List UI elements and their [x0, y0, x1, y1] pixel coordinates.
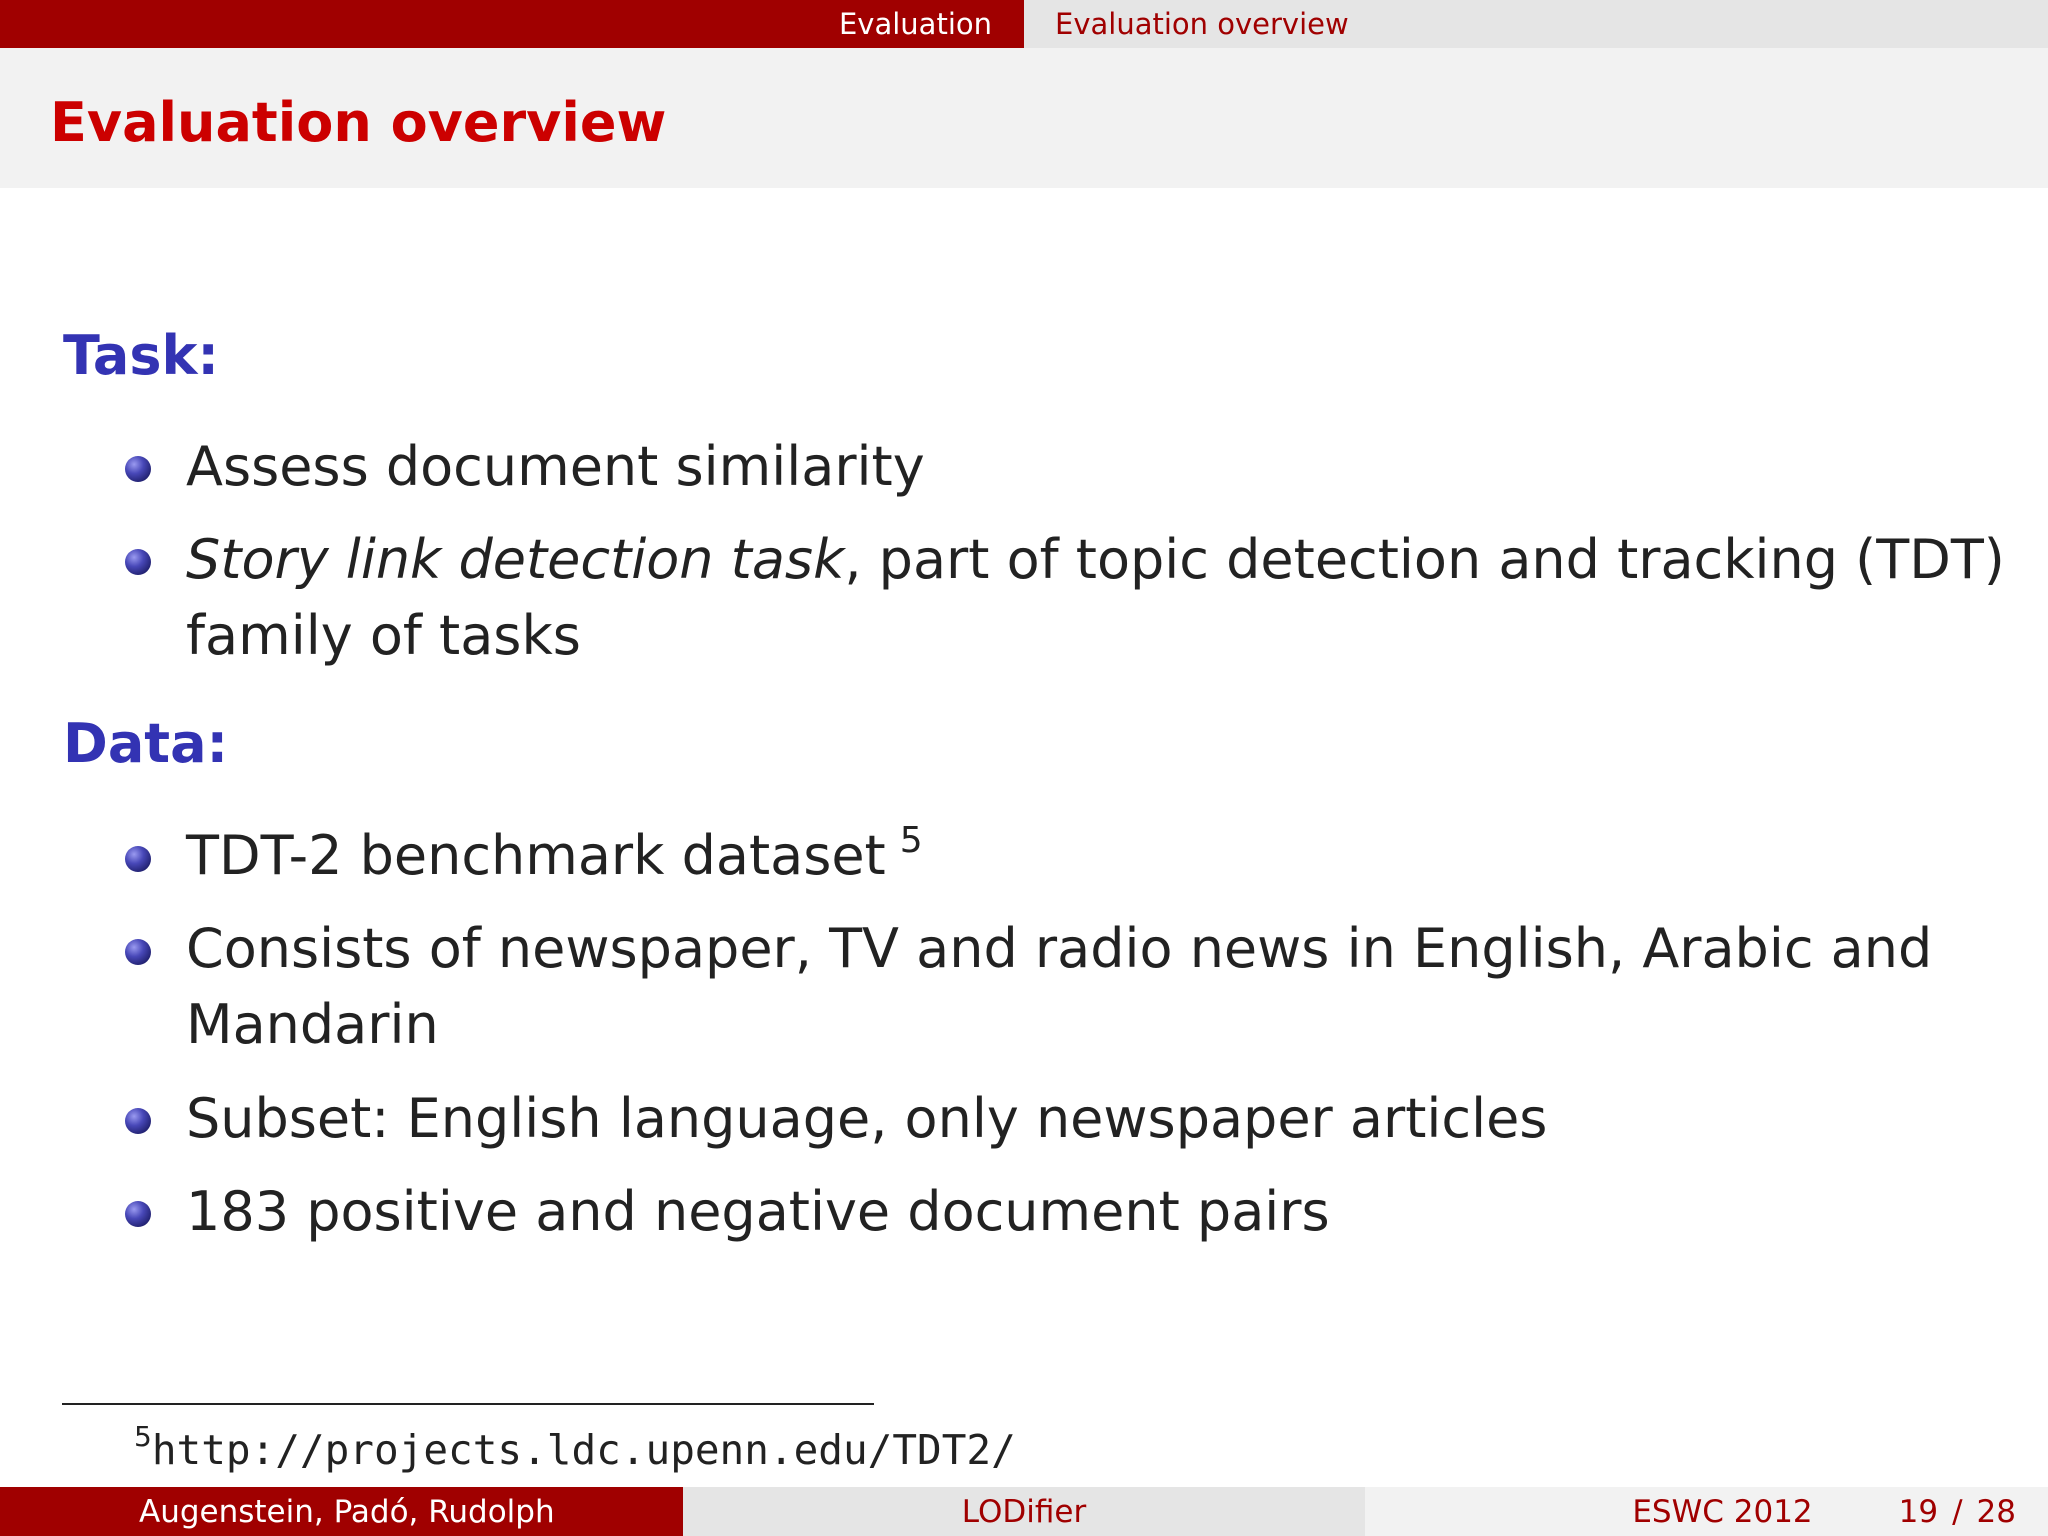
nav-subsection-link[interactable]: Evaluation overview	[1055, 7, 1349, 41]
footnote-url-link[interactable]: http://projects.ldc.upenn.edu/TDT2/	[151, 1426, 1016, 1474]
data-heading: Data:	[63, 712, 229, 775]
frame-title-bar	[0, 48, 2048, 188]
data-item-3: Subset: English language, only newspaper articles	[186, 1087, 1548, 1150]
page-number-total: 28	[1976, 1493, 2016, 1530]
task-item-1: Assess document similarity	[186, 435, 925, 498]
top-navigation-bar	[0, 0, 2048, 48]
page-number-separator: /	[1952, 1493, 1963, 1530]
data-item-4: 183 positive and negative document pairs	[186, 1180, 1330, 1243]
bullet-icon	[125, 939, 151, 965]
nav-section-panel	[0, 0, 1024, 48]
nav-section-link[interactable]: Evaluation	[838, 7, 992, 41]
data-item-1	[186, 818, 2006, 894]
data-item-1-text: TDT-2 benchmark dataset	[186, 824, 886, 887]
bullet-icon	[125, 549, 151, 575]
footer-authors[interactable]: Augenstein, Padó, Rudolph	[139, 1493, 555, 1530]
footer-bar	[0, 1487, 2048, 1536]
task-item-2	[186, 522, 2006, 674]
page-number-current: 19	[1898, 1493, 1939, 1530]
footer-authors-panel	[0, 1487, 683, 1536]
task-item-2-emphasis: Story link detection task	[186, 528, 845, 591]
footnote-mark[interactable]: 5	[899, 820, 923, 861]
footnote-number: 5	[134, 1420, 152, 1453]
bullet-icon	[125, 1201, 151, 1227]
footer-info-panel	[1365, 1487, 2048, 1536]
task-heading: Task:	[63, 324, 219, 387]
task-item-2-rest: , part of topic detection and tracking (TDT) family of tasks	[186, 528, 2005, 667]
footer-title-panel	[683, 1487, 1365, 1536]
data-item-2: Consists of newspaper, TV and radio news in English, Arabic and Mandarin	[186, 917, 1933, 1056]
bullet-icon	[125, 456, 151, 482]
footnote-rule	[62, 1403, 874, 1405]
nav-subsection-panel	[1024, 0, 2048, 48]
page-title: Evaluation overview	[50, 91, 667, 154]
footnote	[134, 1418, 1016, 1482]
footer-conference[interactable]: ESWC 2012	[1632, 1493, 1813, 1530]
bullet-icon	[125, 1108, 151, 1134]
footer-title[interactable]: LODifier	[961, 1493, 1087, 1530]
bullet-icon	[125, 846, 151, 872]
